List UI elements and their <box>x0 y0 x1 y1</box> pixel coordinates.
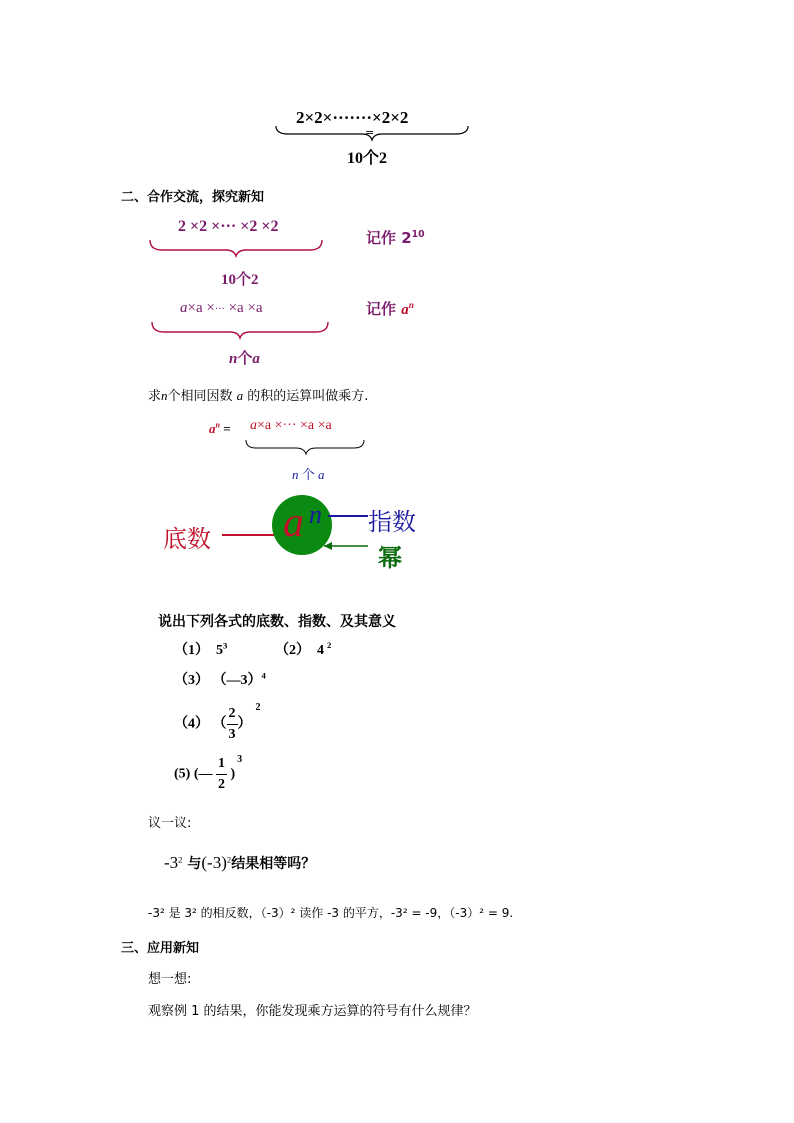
exercises-heading: 说出下列各式的底数、指数、及其意义 <box>158 614 396 630</box>
formula-brace <box>244 438 374 458</box>
row2-note: 记作 $a^n$ <box>366 300 414 318</box>
diagram-base-label: 底数 <box>163 525 211 553</box>
top-equals: = <box>365 126 375 139</box>
exercise-1: （1） $5^3$ <box>174 640 228 658</box>
formula-rhs: a×a ×··· ×a ×a <box>250 418 332 433</box>
definition-text: 求n个相同因数 a 的积的运算叫做乘方. <box>148 388 369 404</box>
diagram-power-label: 幂 <box>378 544 402 572</box>
diagram-exp-letter: n <box>309 500 322 529</box>
diagram-base-letter: a <box>283 500 304 546</box>
exercise-2: （2） 4 $^2$ <box>275 640 332 658</box>
discuss-heading: 议一议: <box>148 816 192 831</box>
row1-product: 2 ×2 ×··· ×2 ×2 <box>178 218 279 235</box>
exercise-5: (5) (— $\frac{1}{2}$ )$^3$ <box>174 753 243 792</box>
top-count: 10个2 <box>347 150 388 167</box>
row2-count: n个a <box>229 351 260 367</box>
discuss-question: $-3^2$ 与$(-3)^2$结果相等吗？ <box>164 853 316 872</box>
formula-lhs: $a^n$ = <box>209 420 231 436</box>
top-product: 2×2×·······×2×2 <box>296 108 409 127</box>
row2-product: a×a ×··· ×a ×a <box>180 300 263 316</box>
exercise-4: （4） （ $\frac{2}{3}$ ）$^2$ <box>174 701 261 742</box>
section3-heading: 三、应用新知 <box>121 941 200 956</box>
exercise-3: （3） （—3）$^4$ <box>174 670 266 688</box>
section3-question: 观察例 1 的结果，你能发现乘方运算的符号有什么规律？ <box>148 1004 477 1019</box>
discuss-answer: -3² 是 3² 的相反数，（-3）² 读作 -3 的平方，-3² = -9，（-3）² = 9. <box>148 906 514 920</box>
section3-think: 想一想: <box>148 972 192 987</box>
row1-count: 10个2 <box>221 272 259 288</box>
row1-note: 记作 $2^{10}$ <box>366 229 425 247</box>
section2-heading: 二、合作交流，探究新知 <box>121 190 265 205</box>
diagram-graphics <box>220 490 480 590</box>
diagram-exp-label: 指数 <box>368 508 416 536</box>
row1-brace <box>148 238 328 260</box>
row2-brace <box>150 320 330 342</box>
formula-count: n 个 a <box>292 467 325 482</box>
